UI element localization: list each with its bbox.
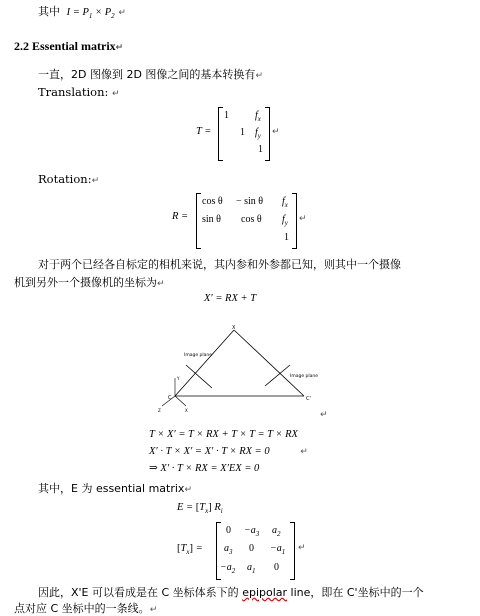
derivation-line-1: T × X′ = T × RX + T × T = T × RX [149, 429, 298, 440]
derivation-line-2-text: X′ · T × X′ = X′ · T × RX = 0 [149, 446, 270, 457]
translation-lhs: T = [196, 126, 212, 137]
para1-line2 [14, 274, 165, 290]
paragraph-mark-icon: ↵ [298, 543, 306, 553]
derivation-line-3: ⇒ X′ · T × RX = X′EX = 0 [149, 463, 260, 474]
derivation-line-2 [149, 446, 308, 457]
tx-cell-21: $a_3$ [224, 543, 233, 556]
paragraph-mark-icon: ↵ [115, 43, 124, 53]
matrix-left-bracket [218, 107, 223, 161]
tx-cell-13: $a_2$ [272, 525, 281, 538]
epipolar-word: epipolar [242, 586, 288, 599]
right-camera-label: C' [306, 396, 311, 402]
tx-cell-32: $a_1$ [247, 562, 256, 575]
paragraph-mark-icon: ↵ [157, 279, 165, 289]
axis-z-label: Z [158, 408, 161, 413]
para3-line1 [38, 584, 424, 600]
paragraph-mark-icon: ↵ [255, 71, 263, 81]
para3-line1-b: line，即在 C'坐标中的一个 [287, 586, 424, 599]
translation-label-text: Translation: [38, 85, 109, 99]
para3-line2 [14, 600, 157, 616]
x-axis [175, 396, 186, 406]
t-cell-11: 1 [224, 110, 229, 121]
section-heading [14, 39, 123, 54]
right-plane-label: Image plane [290, 374, 319, 379]
para3-line2-text: 点对应 C 坐标中的一条线。 [14, 602, 150, 615]
left-ray [175, 330, 234, 396]
matrix-left-bracket [196, 193, 201, 249]
t-cell-13: $f_x$ [255, 110, 261, 123]
r-cell-23: $f_y$ [282, 214, 288, 227]
paragraph-mark-icon: ↵ [272, 127, 280, 137]
matrix-right-bracket [290, 522, 295, 580]
line-intro-formula [38, 4, 126, 24]
tx-cell-31: $-a_2$ [220, 562, 236, 575]
paragraph-mark-icon: ↵ [91, 176, 100, 186]
right-ray [234, 330, 304, 396]
t-cell-22: 1 [240, 127, 245, 138]
paragraph-mark-icon: ↵ [320, 410, 328, 420]
paragraph-mark-icon: ↵ [184, 485, 192, 495]
paragraph-mark-icon: ↵ [299, 214, 307, 224]
t-cell-33: 1 [258, 144, 263, 155]
tx-cell-22: 0 [249, 543, 254, 554]
para3-line1-a: 因此，X'E 可以看成是在 C 坐标体系下的 [38, 586, 243, 599]
r-cell-22: cos θ [241, 214, 262, 225]
e-definition: $E = [T_x]$ $R_i$ [177, 502, 223, 516]
right-image-plane [265, 365, 290, 386]
para1-line2-text: 机到另外一个摄像机的坐标为 [14, 276, 157, 289]
tx-lhs: $[T_x]$ = [177, 543, 203, 557]
apex-label: X [232, 325, 236, 331]
paragraph-mark-icon: ↵ [112, 89, 120, 99]
axis-x-label: X [185, 408, 188, 413]
t-cell-23: $f_y$ [255, 127, 261, 140]
tx-cell-12: $-a_3$ [244, 525, 260, 538]
matrix-right-bracket [265, 107, 270, 161]
para1-line1: 对于两个已经各自标定的相机来说，其内参和外参都已知，则其中一个摄像 [38, 258, 401, 271]
rotation-label [38, 172, 99, 189]
rotation-label-text: Rotation: [38, 172, 92, 186]
para2 [38, 481, 192, 498]
axis-y-label: Y [177, 376, 180, 381]
tx-cell-23: $-a_1$ [270, 543, 286, 556]
paragraph-mark-icon: ↵ [118, 8, 126, 18]
r-cell-13: $f_x$ [282, 196, 288, 209]
section-title: 2.2 Essential matrix [14, 39, 116, 53]
paragraph-mark-icon: ↵ [149, 605, 158, 615]
translation-label [38, 85, 120, 102]
intro-text [38, 66, 263, 82]
r-cell-21: sin θ [202, 214, 221, 225]
equation-xprime: X′ = RX + T [204, 293, 257, 304]
r-cell-11: cos θ [202, 196, 223, 207]
tx-cell-11: 0 [226, 525, 231, 536]
left-image-plane [186, 365, 212, 388]
intro-sentence: 一直，2D 图像到 2D 图像之间的基本转换有 [38, 68, 256, 81]
matrix-right-bracket [292, 193, 297, 249]
r-cell-33: 1 [284, 232, 289, 243]
formula-i: $I = P_1 \times P_2$ [66, 7, 115, 21]
epipolar-diagram [150, 320, 330, 415]
left-plane-label: Image plane [184, 353, 213, 358]
prefix-text: 其中 [38, 5, 60, 18]
tx-cell-33: 0 [274, 562, 279, 573]
para2-text: 其中，E 为 essential matrix [38, 482, 185, 495]
left-camera-label: C [168, 395, 172, 401]
rotation-lhs: R = [172, 211, 189, 222]
paragraph-mark-icon: ↵ [300, 447, 308, 457]
r-cell-12: − sin θ [236, 196, 264, 207]
